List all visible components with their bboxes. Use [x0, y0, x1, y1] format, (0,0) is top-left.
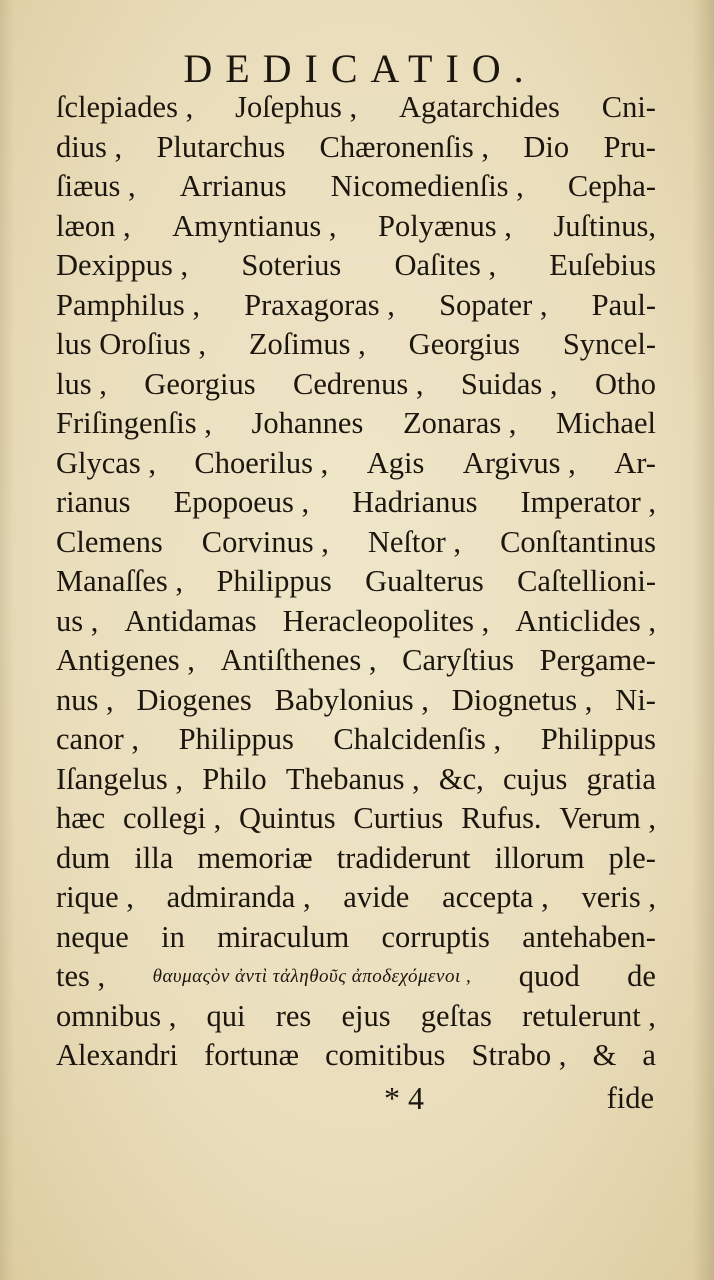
word: Alexandri — [56, 1038, 178, 1072]
word: Philippus — [216, 564, 332, 598]
text-line — [56, 839, 656, 879]
word: cujus — [502, 761, 568, 796]
word: accepta , — [442, 880, 549, 914]
word: gratia — [586, 761, 656, 796]
word: Oaſites , — [394, 248, 497, 282]
text-line — [56, 128, 656, 168]
greek-phrase: θαυμαςὸν ἀντὶ τἀληθοῦς ἀποδεχόμενοι , — [152, 966, 472, 987]
word: nus , — [56, 682, 114, 717]
word: Arrianus — [179, 169, 287, 203]
word: Anticlides , — [515, 603, 656, 638]
text-line — [56, 918, 656, 958]
word: retulerunt , — [522, 998, 656, 1033]
text-line — [56, 365, 656, 405]
word: Hadrianus — [352, 485, 478, 519]
body-text — [56, 88, 656, 1076]
word: hæc — [56, 801, 106, 835]
text-line — [56, 957, 656, 997]
text-line — [56, 246, 656, 286]
word: quod — [518, 959, 580, 993]
text-line — [56, 404, 656, 444]
word: us , — [56, 603, 99, 638]
word: Epopoeus , — [173, 485, 310, 519]
word: Praxagoras , — [244, 287, 395, 322]
word: &c, — [438, 761, 484, 796]
word: Suidas , — [460, 366, 558, 401]
word: Gualterus — [365, 564, 484, 598]
word: Philippus — [178, 722, 294, 756]
text-line — [56, 997, 656, 1037]
word: Antiſthenes , — [220, 643, 377, 677]
word: læon , — [56, 208, 131, 243]
word: Johannes — [251, 406, 364, 440]
word: Otho — [594, 366, 656, 401]
word: Georgius — [408, 327, 520, 361]
word: Cni- — [601, 90, 656, 124]
word: Plutarchus — [156, 129, 286, 164]
word: a — [642, 1038, 656, 1072]
word: Agatarchides — [398, 90, 560, 124]
word: Caryſtius — [402, 643, 514, 677]
word: Glycas , — [56, 445, 156, 480]
word: Polyænus , — [378, 208, 512, 243]
word: Antigenes , — [56, 643, 195, 677]
word: omnibus , — [56, 998, 177, 1033]
word: collegi , — [122, 801, 222, 835]
word: Strabo , — [471, 1038, 567, 1072]
word: illa — [134, 840, 174, 875]
word: Syncel- — [562, 327, 656, 361]
word: Philippus — [540, 722, 656, 756]
word: corruptis — [381, 919, 490, 954]
text-line — [56, 483, 656, 523]
word: Pru- — [603, 129, 656, 164]
catchword: fide — [606, 1081, 654, 1115]
word: miraculum — [217, 919, 350, 954]
word: Juſtinus, — [553, 208, 656, 243]
text-line — [56, 167, 656, 207]
word: Dio — [523, 129, 570, 164]
text-line — [56, 286, 656, 326]
text-line — [56, 88, 656, 128]
text-line — [56, 760, 656, 800]
text-line — [56, 602, 656, 642]
word: dius , — [56, 129, 123, 164]
word: Heracleopolites , — [282, 603, 490, 638]
word: Imperator , — [520, 485, 656, 519]
word: tradiderunt — [336, 840, 471, 875]
word: illorum — [494, 840, 585, 875]
text-line — [56, 878, 656, 918]
word: ſiæus , — [56, 169, 136, 203]
word: Chæronenſis , — [319, 129, 489, 164]
word: in — [161, 919, 185, 954]
word: Michael — [556, 406, 656, 440]
word: Cepha- — [567, 169, 656, 203]
word: Corvinus , — [201, 524, 329, 559]
text-line — [56, 681, 656, 721]
word: Ar- — [614, 445, 656, 480]
word: Zoſimus , — [248, 327, 366, 361]
text-line — [56, 325, 656, 365]
word: Amyntianus , — [172, 208, 337, 243]
text-line — [56, 720, 656, 760]
word: res — [275, 998, 312, 1033]
word: antehaben- — [522, 919, 656, 954]
word: Paul- — [591, 287, 656, 322]
word: geſtas — [420, 998, 492, 1033]
word: dum — [56, 840, 111, 875]
word: admiranda , — [166, 880, 311, 914]
word: Neſtor , — [367, 524, 462, 559]
word: Friſingenſis , — [56, 406, 212, 440]
word: Curtius — [353, 801, 444, 835]
text-line — [56, 207, 656, 247]
word: Rufus. — [461, 801, 542, 835]
word: Joſephus , — [235, 90, 358, 124]
word: comitibus — [325, 1038, 446, 1072]
word: Diognetus , — [451, 682, 593, 717]
word: lus , — [56, 366, 107, 401]
word: lus Oroſius , — [56, 327, 206, 361]
word: ple- — [608, 840, 656, 875]
word: neque — [56, 919, 129, 954]
word: Cedrenus , — [293, 366, 424, 401]
word: Babylonius , — [274, 682, 429, 717]
text-line — [56, 641, 656, 681]
word: Verum , — [559, 801, 656, 835]
word: Georgius — [144, 366, 256, 401]
word: de — [627, 959, 656, 993]
word: Antidamas — [124, 603, 257, 638]
text-line — [56, 562, 656, 602]
word: veris , — [581, 880, 656, 914]
signature-mark: * 4 — [384, 1080, 424, 1116]
word: rianus — [56, 485, 131, 519]
word: Iſangelus , — [56, 761, 184, 796]
word: ejus — [341, 998, 391, 1033]
word: Caſtellioni- — [517, 564, 656, 598]
word: Thebanus , — [285, 761, 420, 796]
word: avide — [343, 880, 410, 914]
page-footer — [0, 1076, 714, 1120]
word: Philo — [202, 761, 267, 796]
running-header: DEDICATIO. — [183, 46, 537, 91]
word: Diogenes — [136, 682, 252, 717]
word: & — [592, 1038, 617, 1072]
word: Quintus — [239, 801, 336, 835]
word: Sopater , — [439, 287, 548, 322]
word: qui — [206, 998, 246, 1033]
word: Choerilus , — [194, 445, 329, 480]
word: Euſebius — [549, 248, 656, 282]
word: Conſtantinus — [500, 524, 656, 559]
word: Dexippus , — [56, 248, 189, 282]
word: memoriæ — [197, 840, 313, 875]
text-line — [56, 444, 656, 484]
word: Zonaras , — [402, 406, 517, 440]
word: Argivus , — [462, 445, 576, 480]
word: Nicomedienſis , — [330, 169, 524, 203]
word: ſclepiades , — [56, 90, 194, 124]
text-line — [56, 523, 656, 563]
word: fortunæ — [204, 1038, 299, 1072]
word: Agis — [366, 445, 425, 480]
word: tes , — [56, 959, 106, 993]
word: Clemens — [56, 524, 163, 559]
word: Pergame- — [539, 643, 656, 677]
text-line — [56, 799, 656, 839]
word: Chalcidenſis , — [333, 722, 502, 756]
word: Soterius — [241, 248, 342, 282]
word: Ni- — [615, 682, 656, 717]
word: Pamphilus , — [56, 287, 201, 322]
word: canor , — [56, 722, 139, 756]
word: rique , — [56, 880, 134, 914]
text-line — [56, 1036, 656, 1076]
word: Manaſſes , — [56, 564, 184, 598]
